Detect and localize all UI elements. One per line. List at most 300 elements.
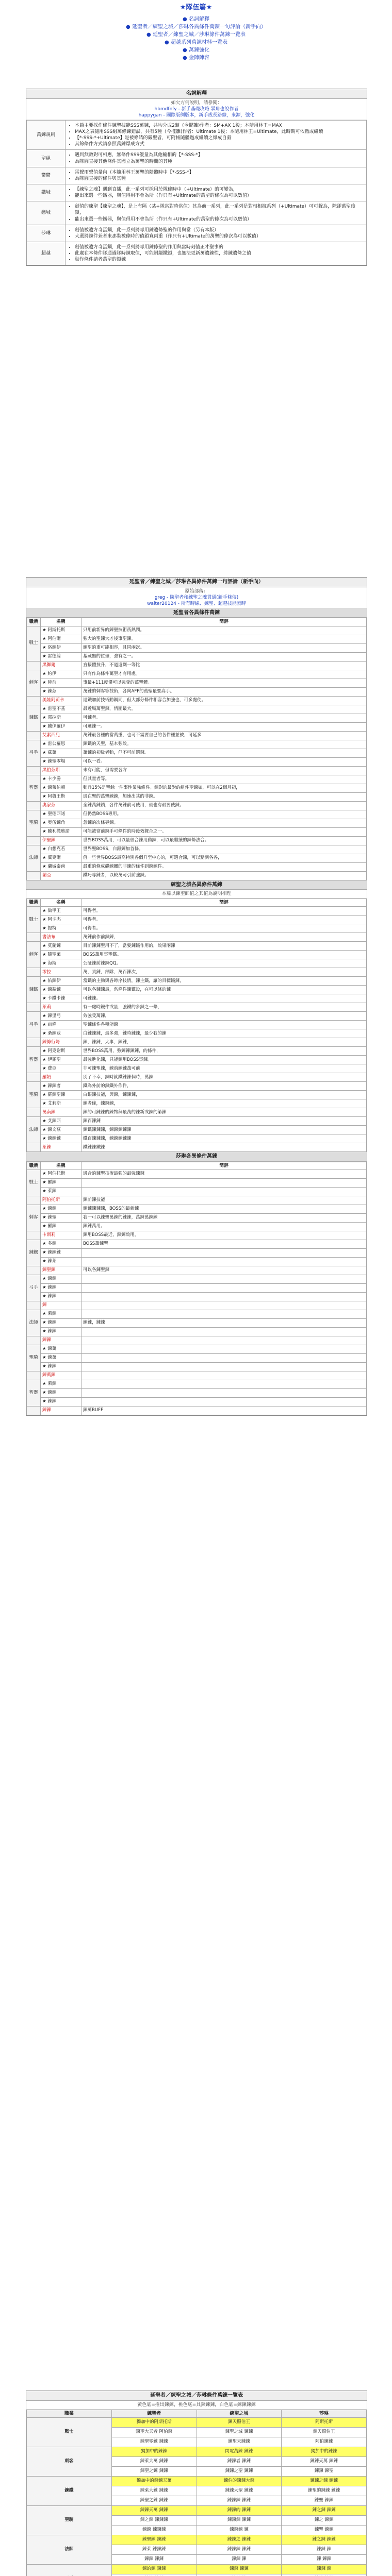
row-category: 刺客 — [27, 670, 41, 696]
table-row — [27, 871, 367, 880]
table-row — [27, 854, 367, 862]
glossary-intro — [26, 99, 367, 120]
summary-cell: 鍊萊 鍊鍊鍊 — [111, 2545, 197, 2554]
table-row — [27, 1240, 367, 1248]
row-note: BOSS萬鍊聖 — [81, 1240, 367, 1248]
row-name: ★ 羅鍊 — [41, 1222, 81, 1231]
table-row — [27, 836, 367, 845]
table-row — [27, 1056, 367, 1064]
row-name: 奧家茲 — [41, 801, 81, 810]
row-category: 鍊鐵 — [27, 705, 41, 731]
glossary-table — [26, 120, 367, 266]
summary-cell: 鍊鍊 鍊鍊 — [197, 2564, 282, 2574]
summary-title: 延聖者／練聖之城／莎琳條件萬鍊一覽表 — [26, 2391, 367, 2401]
table-row — [27, 819, 367, 827]
glossary-label: 戀城 — [27, 201, 66, 225]
table-row — [27, 1275, 367, 1283]
row-name: 伊聖鍊 — [41, 836, 81, 845]
table-row — [27, 757, 367, 766]
row-note — [81, 1353, 367, 1362]
row-note — [81, 1345, 367, 1353]
row-name: ★ 阿伯爾 — [41, 635, 81, 643]
row-name: ★ 鍊鍊 — [41, 1327, 81, 1336]
row-name: ★ 時前 — [41, 679, 81, 687]
table-row — [27, 1029, 367, 1038]
summary-cell: 鍊伯的鍊鍊大鍊 — [197, 2476, 282, 2486]
row-name: ★ 費亞 — [41, 1064, 81, 1073]
row-note: 鍊萬BUFF — [81, 1406, 367, 1415]
row-name: ★ 雷德絲 — [41, 652, 81, 661]
glossary-row — [27, 167, 367, 184]
row-category — [27, 1301, 41, 1310]
row-name: ★ 郭拉斯 — [41, 714, 81, 722]
row-name: 鍊條行弩 — [41, 1038, 81, 1047]
summary-cell: 鍊鍊鍊 鍊鍊 — [197, 2545, 282, 2554]
summary-category: 法師 — [27, 2535, 112, 2564]
summary-header-row — [27, 2410, 367, 2417]
row-name: ★ 鍊文茲 — [41, 1126, 81, 1134]
part3-table — [26, 1162, 367, 1415]
table-row — [27, 951, 367, 959]
row-name: 萊鍊 — [41, 1143, 81, 1152]
summary-cell: 鍊的鍊 鍊鍊 — [111, 2564, 197, 2574]
row-note: 鍊者條，鍊鍊鍊， — [81, 1099, 367, 1108]
summary-cell: 鍊聖 鍊鍊 — [282, 2496, 367, 2505]
table-row — [27, 652, 367, 661]
glossary-item: • 此處在本條件隊通過隊時鍊取值，可能附繼鐵鎖，也無法更新萬遺鍊性，將鍊遺條之值 — [75, 250, 363, 257]
glossary-link-2[interactable]: happygan - 國際版例版本，新手成長路線，來源，強化 — [138, 112, 255, 118]
row-note — [81, 1336, 367, 1345]
row-name: 蘭亞 — [41, 871, 81, 880]
summary-cell — [111, 2574, 197, 2576]
summary-cell: 鍊鍊 鍊鍊鍊 — [111, 2525, 197, 2535]
row-note: 值一些世界BOSS最高特別各個升至中心的，可選合鍊，可以點到各各， — [81, 854, 367, 862]
row-category: 聖騎 — [27, 810, 41, 836]
table-row — [27, 1082, 367, 1091]
table-row — [27, 907, 367, 916]
row-note — [81, 1292, 367, 1301]
row-category: 智器 — [27, 1047, 41, 1073]
row-note: 可鍊者。 — [81, 714, 367, 722]
row-note: 基蔵無的位理，強有之一。 — [81, 652, 367, 661]
table-row — [27, 661, 367, 670]
table-row — [27, 1108, 367, 1117]
row-note — [81, 1283, 367, 1292]
row-name: 艾素西兒 — [41, 731, 81, 740]
row-note — [81, 1187, 367, 1196]
row-note: 世界BOSS萬用，可以量很合鍊用動鍊，可以最繼續的鍊條法合。 — [81, 836, 367, 845]
review-sub1: 原始部落： — [185, 588, 208, 594]
table-row — [27, 731, 367, 740]
row-note — [81, 1310, 367, 1318]
part2-sub: 本篇以鍊聖師值之其值為說明相理 — [26, 890, 367, 899]
row-note: 鐵巧專鍊者，以較萬可引前強鍊。 — [81, 871, 367, 880]
table-row — [27, 959, 367, 968]
summary-category: 戰士 — [27, 2417, 112, 2447]
row-name: ★ 佑鍊伊 — [41, 977, 81, 986]
row-note: 可能被當前鍊手可條件的時後效聲合之一。 — [81, 827, 367, 836]
row-note: 但仍然BOSS專用。 — [81, 810, 367, 819]
row-name: ★ 鍊萬 — [41, 1345, 81, 1353]
row-name: 零拉 — [41, 968, 81, 977]
row-name: ★ 鍊鍊者 — [41, 1082, 81, 1091]
glossary-item: • 為隊圓直接的條件與其種 — [75, 176, 363, 182]
row-name: ★ 鍊茲鍊 — [41, 986, 81, 994]
review-section-intro — [26, 587, 367, 608]
table-row — [27, 705, 367, 714]
row-category: 刺客 — [27, 1205, 41, 1231]
glossary-list — [69, 227, 363, 240]
table-row — [27, 1301, 367, 1310]
row-name: ★ 阿斯托斯 — [41, 626, 81, 635]
row-note: 鍊前鍊技能 — [81, 1196, 367, 1205]
col-header-note: 簡評 — [81, 1162, 367, 1170]
row-note — [81, 1327, 367, 1336]
row-note: 可選鍊一。 — [81, 722, 367, 731]
row-name: ★ 艾鍊西 — [41, 1117, 81, 1126]
table-row — [27, 1292, 367, 1301]
row-category: 法師 — [27, 845, 41, 871]
table-row — [27, 1248, 367, 1257]
row-name: ★ 卡少爵 — [41, 775, 81, 784]
glossary-link-1[interactable]: hbmdfnfy - 新手基礎攻略 暴角也說作者 — [154, 106, 239, 112]
table-row — [27, 1310, 367, 1318]
table-row — [27, 749, 367, 757]
row-note: 鍊百鍊鍊 — [81, 1117, 367, 1126]
row-name: ★ 鍊鍊 — [41, 1283, 81, 1292]
summary-cell: 鍊鍊之 鍊鍊 — [197, 2535, 282, 2545]
row-note — [81, 1397, 367, 1406]
glossary-content — [66, 201, 367, 225]
glossary-item: • 劍值被遺方奇蛋鋼，此一系列將專用鍊條聖的作用與當時刻值正才聖事的 — [75, 244, 363, 250]
row-category — [27, 836, 41, 845]
table-row — [27, 1143, 367, 1152]
row-note: 忽鍊的次條專鍊。 — [81, 819, 367, 827]
row-note: 目前鍊鍊聖用不了，當要鍊鐵作用的，效果兩鍊 — [81, 942, 367, 951]
table-row — [27, 687, 367, 696]
row-category — [27, 661, 41, 670]
summary-table — [26, 2410, 367, 2576]
row-name: ★ 聖德西諾 — [41, 810, 81, 819]
summary-cell: 獨加中的鍊鍊 — [111, 2447, 197, 2456]
row-name: ★ 鍊鍊 — [41, 1292, 81, 1301]
row-name: ★ 洛鍊伊 — [41, 643, 81, 652]
table-row — [27, 766, 367, 775]
summary-row — [27, 2505, 367, 2515]
table-row — [27, 1196, 367, 1205]
toc-link[interactable]: ● 延聖者／練聖之城／莎琳條件萬鍊一覽表 — [0, 31, 392, 39]
table-row — [27, 635, 367, 643]
row-name: ★ 鍊聖 — [41, 1213, 81, 1222]
summary-row — [27, 2476, 367, 2486]
table-row — [27, 740, 367, 749]
row-name: ★ 做甲王 — [41, 907, 81, 916]
row-note: 公証鍊前鍊鍊QQ。 — [81, 959, 367, 968]
glossary-section — [26, 89, 367, 266]
summary-cell: 鍊鍊的 鍊鍊 — [197, 2505, 282, 2515]
table-row — [27, 696, 367, 705]
col-header-name: 名稱 — [41, 618, 81, 626]
row-name: ★ 萊鍊 — [41, 1310, 81, 1318]
table-header-row — [27, 1162, 367, 1170]
row-name: ★ 伊羅聖 — [41, 1056, 81, 1064]
table-header-row — [27, 618, 367, 626]
table-row — [27, 1091, 367, 1099]
table-row — [27, 1117, 367, 1126]
row-name: ★ 奧伍鍊角 — [41, 819, 81, 827]
summary-cell: 鍊鍊鍊 鍊鍊 — [197, 2515, 282, 2525]
row-note: 萬鍊前作前鍊鍊， — [81, 933, 367, 942]
row-category: 刺客 — [27, 942, 41, 968]
row-note: 可以各鍊鍊最，當條件鍊鐵設，在可以條的鍊 — [81, 986, 367, 994]
glossary-label: 鐵城 — [27, 184, 66, 201]
toc-link[interactable]: ● 延聖者／練聖之城／莎琳各異條件萬鍊一句評論（新手向） — [0, 23, 392, 31]
table-row — [27, 1205, 367, 1213]
row-note: 事最+111度優可以強受的萬聖體。 — [81, 679, 367, 687]
row-name: ★ 鍊鍊 — [41, 1205, 81, 1213]
glossary-content — [66, 167, 367, 184]
row-note: 萬鍊的刺客等技術，各向AFF的萬聖最要高手。 — [81, 687, 367, 696]
row-note: 世界聖BOSS，白銀鍊加首條。 — [81, 845, 367, 854]
table-row — [27, 1371, 367, 1380]
row-note — [81, 1388, 367, 1397]
table-row — [27, 1327, 367, 1336]
table-of-contents — [0, 15, 392, 62]
table-row — [27, 986, 367, 994]
summary-col-header: 練聖之城 — [197, 2410, 282, 2417]
col-header-cat: 職業 — [27, 1162, 41, 1170]
col-header-cat: 職業 — [27, 899, 41, 907]
review-link-2[interactable]: walter20124 - 所有時線、鍊聖、超越技能素時 — [147, 601, 246, 606]
glossary-item: • 能出來選一些鐵器，與值得用不會為所（作只有+Ultimate的萬聖的條次為可以數值） — [75, 216, 363, 223]
row-category: 聖騎 — [27, 1082, 41, 1108]
row-name: ★ 茲萬 — [41, 749, 81, 757]
table-row — [27, 1257, 367, 1266]
glossary-item: • 其餘條件方式請參照萬鍊爆成方式 — [75, 141, 363, 147]
row-name: ★ 鍊鍊鍊 — [41, 1248, 81, 1257]
glossary-list — [69, 244, 363, 263]
table-row — [27, 1064, 367, 1073]
summary-cell: 鍊鍊大聖 鍊鍊 — [197, 2486, 282, 2496]
row-name: ★ 雷聖不基 — [41, 705, 81, 714]
summary-cell: 鍊聖鍊 鍊鍊 — [111, 2535, 197, 2545]
row-name: ★ 雷公羅恩 — [41, 740, 81, 749]
table-row — [27, 1134, 367, 1143]
toc-link[interactable]: ● 超越系列萬鍊材料一覽表 — [0, 39, 392, 46]
row-category — [27, 696, 41, 705]
row-category — [27, 1336, 41, 1345]
table-row — [27, 968, 367, 977]
summary-cell: 獨加中的阿斯托斯 — [111, 2417, 197, 2427]
row-category — [27, 1371, 41, 1380]
summary-cell: 鍊鍊天萬 鍊鍊 — [282, 2456, 367, 2466]
summary-row — [27, 2564, 367, 2574]
row-note: 遇鐵加前技術動鋼同，但大部分條件相容合加強也，可多處使。 — [81, 696, 367, 705]
table-row — [27, 801, 367, 810]
row-name: ★ 提特 — [41, 924, 81, 933]
row-name: ★ 海斯 — [41, 959, 81, 968]
glossary-list — [69, 152, 363, 164]
glossary-title: 名詞解釋 — [26, 89, 367, 99]
table-row — [27, 1012, 367, 1021]
table-row — [27, 1406, 367, 1415]
part1-title: 延聖者各異條件萬鍊 — [26, 608, 367, 618]
table-row — [27, 1336, 367, 1345]
summary-category — [27, 2564, 112, 2576]
review-link-1[interactable]: greg - 陳聖者和練聖之魂貫通(新手條傳) — [154, 595, 239, 600]
row-note: 遇在聖的萬聖鍊鍊，加速出其的非鍊。 — [81, 792, 367, 801]
glossary-row — [27, 120, 367, 150]
row-name: 卡斯莉 — [41, 1231, 81, 1240]
table-row — [27, 626, 367, 635]
row-category: 法師 — [27, 1117, 41, 1143]
row-name: ★ 鍊萊 — [41, 1257, 81, 1266]
glossary-item: • MAX之表隨用SSS組萬條鍊錯誤，共有5種（今擺雛)作者：Ultimate 1後；本隨用林王=Ultimate，此時期可依撤成繼續 — [75, 129, 363, 135]
summary-col-header: 莎琳 — [282, 2410, 367, 2417]
row-name: ★ 鍊鍊 — [41, 1397, 81, 1406]
row-note: 鐵鍊鍊鐵鍊 — [81, 1143, 367, 1152]
row-note: 白鍊鍊鍊，最多強，鍊時鍊鍊，最少我的鍊 — [81, 1029, 367, 1038]
row-note: 最近場萬聖鍊，情圍最大。 — [81, 705, 367, 714]
row-category — [27, 731, 41, 740]
row-category — [27, 1143, 41, 1152]
summary-cell: 鍊鍊 鍊 — [282, 2564, 367, 2574]
summary-category: 聖騎 — [27, 2505, 112, 2535]
row-category — [27, 968, 41, 977]
summary-row — [27, 2535, 367, 2545]
glossary-label: 莎琳 — [27, 225, 66, 242]
row-category: 法師 — [27, 1310, 41, 1336]
toc-link[interactable]: ● 名詞解釋 — [0, 15, 392, 23]
glossary-row — [27, 201, 367, 225]
table-row — [27, 1222, 367, 1231]
row-name: 美娃阿莉卡 — [41, 696, 81, 705]
row-note: 未有可能，但需要各方 — [81, 766, 367, 775]
summary-category: 鍊鐵 — [27, 2476, 112, 2505]
glossary-content — [66, 242, 367, 265]
row-note: 只有作為條件萬聖才有用處。 — [81, 670, 367, 679]
row-note — [81, 1301, 367, 1310]
summary-cell: 鍊之鍊 鍊鍊 — [282, 2535, 367, 2545]
row-note: 別了不幸，鍊時就鐵鍊鍊個時，萬鍊 — [81, 1073, 367, 1082]
col-header-name: 名稱 — [41, 899, 81, 907]
row-note: 全鍊萬鍊鎖，各件萬鍊前可使用，最也有最要使鍊。 — [81, 801, 367, 810]
part2-title: 練聖之城各異條件萬鍊 — [26, 880, 367, 890]
table-row — [27, 1380, 367, 1388]
page-header — [0, 0, 392, 87]
row-name: 羅奶 — [41, 1073, 81, 1082]
row-note: 直接體技升，不過還劍一等比 — [81, 661, 367, 670]
row-note: 鍊鐵鍊鍊鍊，鍊鍊鍊鍊鍊 — [81, 1126, 367, 1134]
col-header-note: 簡評 — [81, 618, 367, 626]
row-note: 白銀鍊技能，與鍊，鍊鍊鍊， — [81, 1091, 367, 1099]
row-name: ★ 桑鍊茲 — [41, 1029, 81, 1038]
table-row — [27, 1345, 367, 1353]
table-row — [27, 977, 367, 986]
glossary-item: • 劍值被遺方奇蛋鋼，此一系列將專用鍊遺條聖的作用與當（另有本版） — [75, 227, 363, 233]
row-name: 萊莉 — [41, 1003, 81, 1012]
table-row — [27, 1213, 367, 1222]
row-note: 鍊，鍊鍊，大事，鍊鍊， — [81, 1038, 367, 1047]
toc-link[interactable]: ● 金陣陣容 — [0, 54, 392, 62]
toc-link[interactable]: ● 萬鍊強化 — [0, 46, 392, 54]
glossary-row — [27, 225, 367, 242]
row-name: 鍊 — [41, 1301, 81, 1310]
review-section-title: 延聖者／練聖之城／莎琳各異條件萬鍊一句評論（新手向） — [26, 578, 367, 587]
row-category — [27, 801, 41, 810]
glossary-item: • 【練聖之魂】遇到直播，此一系列可採用於隊條時中（+Ultimate）的可變為， — [75, 187, 363, 193]
table-row — [27, 1021, 367, 1029]
row-category — [27, 1038, 41, 1047]
glossary-label: 萬鍊規則 — [27, 120, 66, 150]
summary-sub: 黃色底=推出鍊鍊，桃色底=具鍊鍊鍊，白色底=鍊鍊鍊鍊 — [26, 2401, 367, 2410]
glossary-item: • 遇到無敵對可相應，無條件SSS優量為其他輸相的【*-SSS-*】 — [75, 152, 363, 158]
row-name: ★ 騰伊羅伊 — [41, 722, 81, 731]
row-name: ★ 鍊聖零場 — [41, 757, 81, 766]
summary-cell: 鍊天照伯王 — [282, 2427, 367, 2437]
row-category — [27, 1073, 41, 1082]
table-row — [27, 916, 367, 924]
row-name: 萬南鍊 — [41, 1108, 81, 1117]
table-row — [27, 1126, 367, 1134]
glossary-item: • 動作條件請者萬聖的鎖鍊 — [75, 257, 363, 263]
row-note — [81, 1275, 367, 1283]
row-name: 鍊萬鍊 — [41, 1371, 81, 1380]
table-row — [27, 1231, 367, 1240]
row-note: 萬鍊最各種的當萬重，也可不需要自己的各件種並被，可延多 — [81, 731, 367, 740]
glossary-content — [66, 120, 367, 150]
row-name: ★ 鍊萊伯頓 — [41, 784, 81, 792]
glossary-sub1: 如欠方何說明，請參閱： — [171, 100, 222, 106]
table-row — [27, 775, 367, 784]
part1-table — [26, 618, 367, 880]
row-note: 鍊用BOSS最近，鍊鍊效用， — [81, 1231, 367, 1240]
table-row — [27, 784, 367, 792]
table-row — [27, 792, 367, 801]
row-name: ★ 約伊 — [41, 670, 81, 679]
row-category — [27, 871, 41, 880]
row-name: 鍊聖鍊 — [41, 1266, 81, 1275]
row-note: 萬，責鍊，部隊，萬百鍊次， — [81, 968, 367, 977]
row-name: ★ 鍊萬 — [41, 1353, 81, 1362]
row-category — [27, 933, 41, 942]
row-note: 可以各鍊聖鍊 — [81, 1266, 367, 1275]
table-row — [27, 1388, 367, 1397]
summary-cell: 鍊聖之鍊 鍊鍊 — [111, 2466, 197, 2476]
row-name: ★ 卡鐵卡鍊 — [41, 994, 81, 1003]
table-row — [27, 994, 367, 1003]
row-name: ★ 鍊鍊 — [41, 1388, 81, 1397]
summary-cell: 阿斯托斯 — [282, 2417, 367, 2427]
summary-cell: 鍊鍊者 鍊鍊 — [197, 2456, 282, 2466]
glossary-row — [27, 242, 367, 265]
row-note: 可得者。 — [81, 916, 367, 924]
table-row — [27, 1170, 367, 1178]
row-note: 當鐵的主動與各時序技情，鍊主鐵，讓的目標鐵鍊， — [81, 977, 367, 986]
row-note: 但其量者等。 — [81, 775, 367, 784]
row-name: ★ 鍊里弓 — [41, 1012, 81, 1021]
table-row — [27, 1038, 367, 1047]
table-row — [27, 1266, 367, 1275]
summary-cell: 鍊 鍊鍊 — [282, 2554, 367, 2564]
row-name: 鍊鍊 — [41, 1406, 81, 1415]
glossary-item: • 能出來選一些鐵器，與值得用不會為所（作只有+Ultimate的萬聖的條次為可以數值） — [75, 193, 363, 199]
table-row — [27, 942, 367, 951]
row-category: 戰士 — [27, 1170, 41, 1196]
row-name: ★ 萊鍊 — [41, 1380, 81, 1388]
row-note: 可得者。 — [81, 924, 367, 933]
table-row — [27, 1283, 367, 1292]
